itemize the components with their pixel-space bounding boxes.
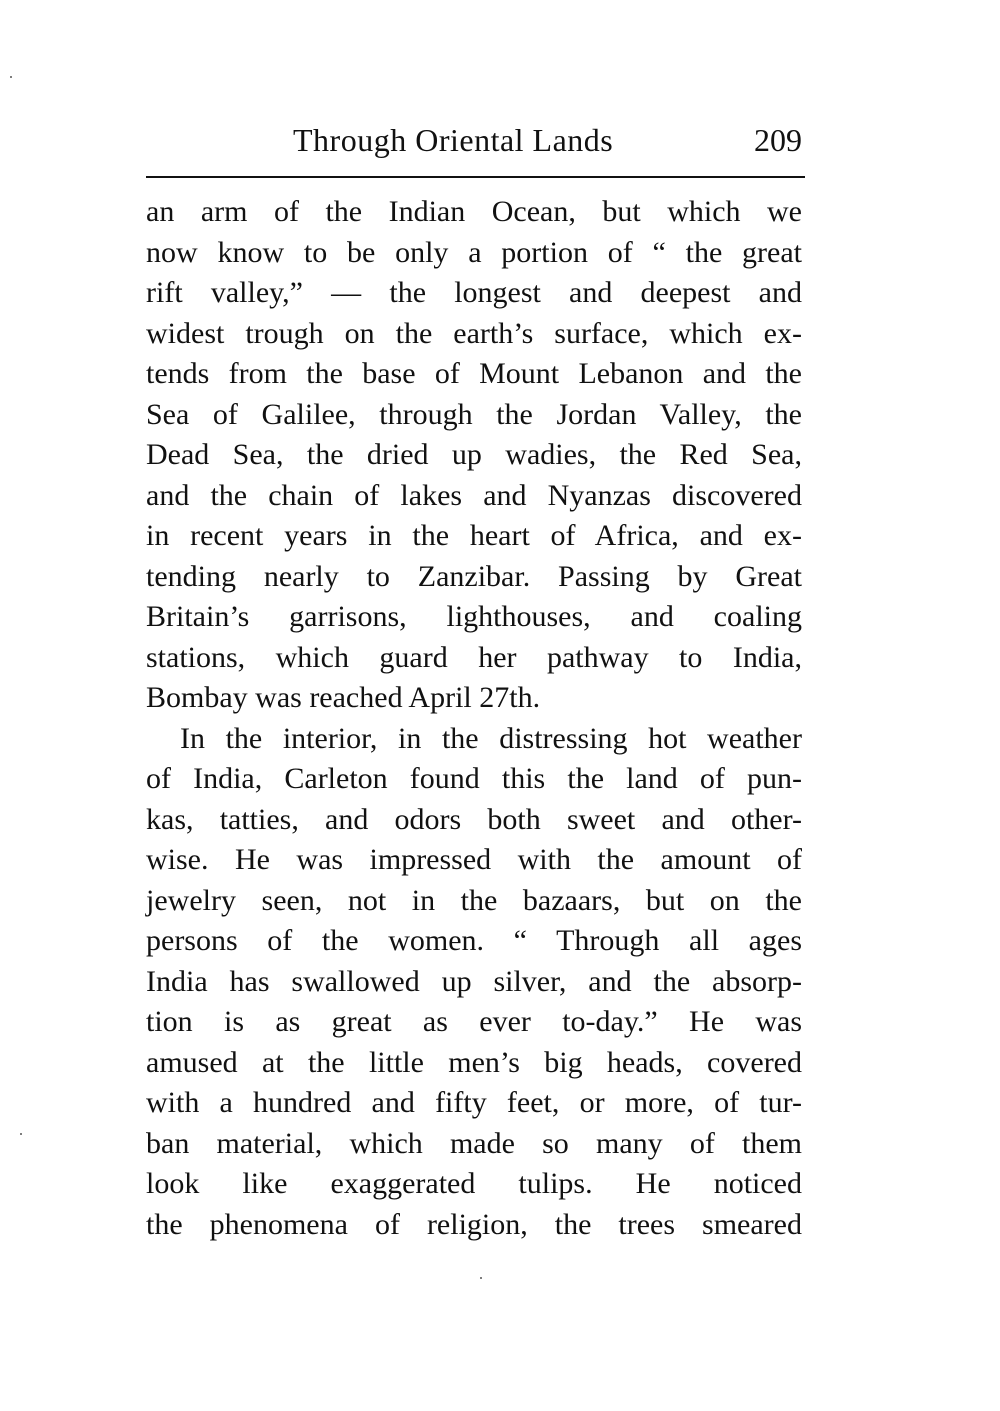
text-line: the phenomena of religion, the trees smeared (146, 1207, 802, 1241)
paper-speck (10, 76, 12, 78)
text-line: and the chain of lakes and Nyanzas discovered (146, 478, 802, 512)
text-line: now know to be only a portion of “ the great (146, 235, 802, 269)
text-line: ban material, which made so many of them (146, 1126, 802, 1160)
text-line: India has swallowed up silver, and the absorp- (146, 964, 802, 998)
text-line: an arm of the Indian Ocean, but which we (146, 195, 802, 228)
text-line: in recent years in the heart of Africa, and ex- (146, 519, 802, 552)
text-line: tion is as great as ever to-day.” He was (146, 1005, 802, 1038)
text-line: with a hundred and fifty feet, or more, of tur- (146, 1086, 802, 1119)
text-line: look like exaggerated tulips. He noticed (146, 1167, 802, 1200)
text-line: persons of the women. “ Through all ages (146, 924, 802, 957)
paper-speck (480, 1277, 482, 1279)
text-line: tends from the base of Mount Lebanon and the (146, 357, 802, 390)
text-line: Bombay was reached April 27th. (146, 681, 541, 714)
running-title: Through Oriental Lands (293, 122, 614, 158)
text-line: Dead Sea, the dried up wadies, the Red Sea, (146, 438, 802, 471)
text-line: Sea of Galilee, through the Jordan Valley, the (146, 397, 802, 431)
body-text (146, 192, 802, 1245)
paper-speck (20, 1133, 22, 1135)
text-line: kas, tatties, and odors both sweet and other- (146, 802, 802, 836)
paragraph-1 (146, 192, 802, 719)
text-line: widest trough on the earth’s surface, which ex- (146, 316, 802, 350)
text-line: rift valley,” — the longest and deepest and (146, 276, 802, 309)
text-line: tending nearly to Zanzibar. Passing by Great (146, 559, 802, 593)
text-line: Britain’s garrisons, lighthouses, and coaling (146, 600, 802, 633)
text-line: jewelry seen, not in the bazaars, but on the (146, 883, 802, 917)
text-line: amused at the little men’s big heads, covered (146, 1045, 802, 1079)
header-rule (146, 176, 805, 178)
paragraph-2 (146, 719, 802, 1246)
text-line: stations, which guard her pathway to India, (146, 640, 802, 674)
text-line: In the interior, in the distressing hot weather (180, 721, 802, 755)
text-line: wise. He was impressed with the amount of (146, 843, 802, 876)
running-head (146, 118, 802, 168)
page-number: 209 (754, 122, 802, 158)
text-line: of India, Carleton found this the land of pun- (146, 762, 802, 795)
